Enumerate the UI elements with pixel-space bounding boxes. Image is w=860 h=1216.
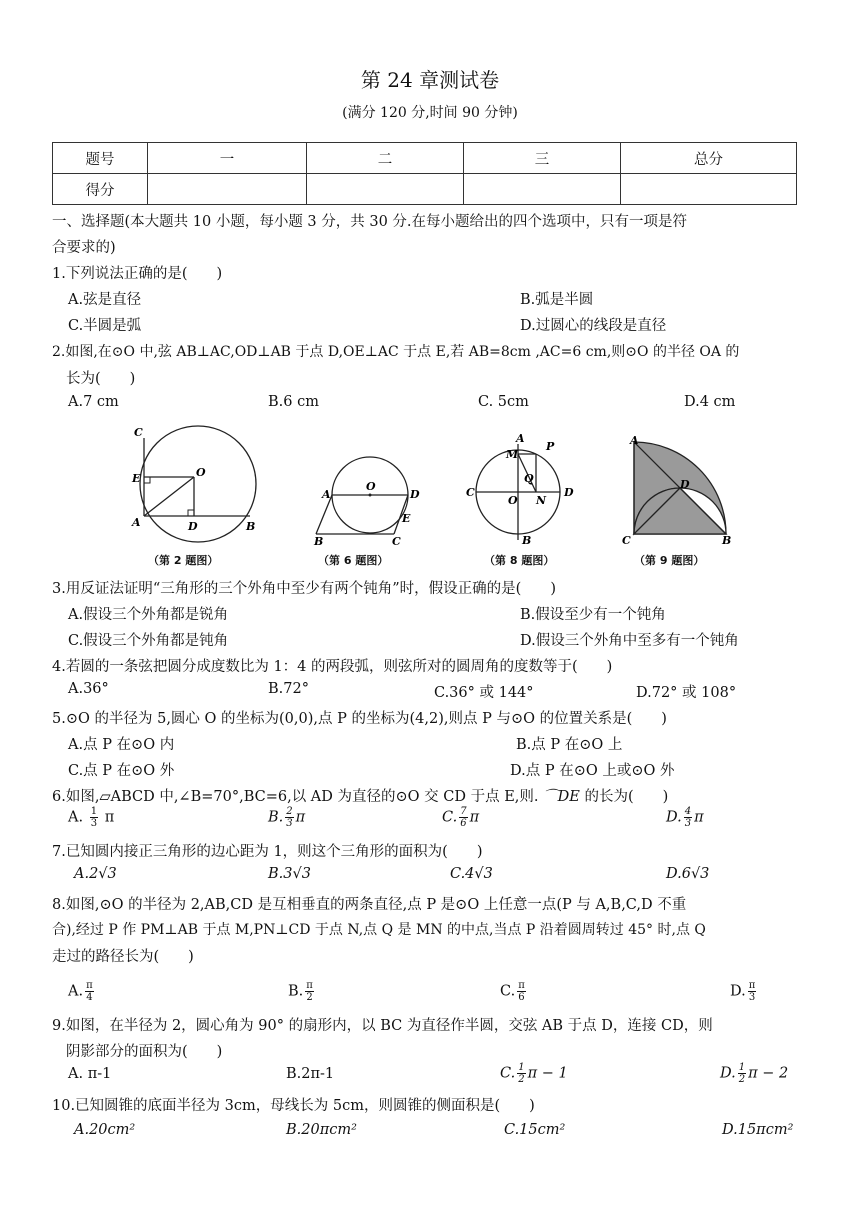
q6-stem (52, 785, 668, 806)
q5-option-b[interactable]: B.点 P 在⊙O 上 (516, 737, 623, 753)
q8-a-fraction (85, 980, 94, 1003)
q8-d-num: π (748, 980, 756, 991)
fig8-label-a: A (516, 432, 525, 445)
q6-b-fraction (285, 806, 293, 829)
q6-c-den: 6 (460, 818, 467, 829)
table-cell: 三 (464, 143, 621, 174)
fig9-label-b: B (722, 534, 732, 547)
q6-option-b[interactable] (268, 806, 305, 829)
q4-option-b[interactable]: B.72° (268, 681, 309, 697)
fig6-label-d: D (410, 488, 420, 501)
q6-option-c[interactable] (442, 806, 479, 829)
fig8-label-c: C (466, 486, 475, 499)
q6-d-suffix: π (694, 809, 704, 826)
q6-stem-a: 6.如图,▱ABCD 中,∠B=70°,BC=6,以 AD 为直径的⊙O 交 CD 于点 E,则. (52, 789, 539, 805)
page-subtitle: (满分 120 分,时间 90 分钟) (342, 105, 518, 121)
fig6-label-c: C (392, 535, 401, 548)
q8-d-fraction (748, 980, 757, 1003)
q6-a-den: 3 (90, 818, 98, 829)
figure-9 (622, 434, 734, 546)
q1-option-a[interactable]: A.弦是直径 (68, 292, 142, 308)
score-cell[interactable] (307, 174, 464, 205)
fig8-caption: （第 8 题图） (484, 554, 555, 567)
q9-option-d[interactable] (720, 1062, 788, 1085)
q9-option-a[interactable]: A. π-1 (68, 1066, 112, 1082)
q7-stem: 7.已知圆内接正三角形的边心距为 1，则这个三角形的面积为( ) (52, 844, 483, 860)
q6-d-num: 4 (684, 806, 692, 817)
q9-d-suffix: π − 2 (748, 1065, 789, 1082)
q1-option-b[interactable]: B.弧是半圆 (520, 292, 594, 308)
score-table (52, 142, 797, 205)
q8-b-den: 2 (306, 992, 313, 1003)
q8-b-num: π (306, 980, 313, 991)
q8-c-num: π (518, 980, 525, 991)
q3-option-d[interactable]: D.假设三个外角中至多有一个钝角 (520, 633, 739, 649)
q9-option-b[interactable]: B.2π-1 (286, 1066, 335, 1082)
q9-d-num: 1 (738, 1062, 746, 1073)
q6-b-prefix: B. (268, 809, 284, 826)
q6-b-num: 2 (286, 806, 293, 817)
q6-option-d[interactable] (666, 806, 704, 829)
q3-option-c[interactable]: C.假设三个外角都是钝角 (68, 633, 229, 649)
q6-c-prefix: C. (442, 809, 458, 826)
score-cell[interactable] (464, 174, 621, 205)
q8-c-fraction (517, 980, 526, 1003)
figure-6 (316, 450, 426, 546)
q6-a-prefix: A. (68, 809, 84, 826)
q8-a-prefix: A. (68, 983, 84, 1000)
q6-stem-b: 的长为( ) (584, 789, 669, 805)
q6-d-fraction (684, 806, 692, 829)
q8-c-den: 6 (518, 992, 525, 1003)
q4-option-a[interactable]: A.36° (68, 681, 109, 697)
q8-a-num: π (86, 980, 93, 991)
table-cell: 题号 (53, 143, 148, 174)
q6-d-prefix: D. (666, 809, 682, 826)
q5-option-c[interactable]: C.点 P 在⊙O 外 (68, 763, 175, 779)
q9-c-num: 1 (518, 1062, 525, 1073)
q8-b-fraction (305, 980, 314, 1003)
fig2-label-e: E (132, 472, 141, 485)
q4-option-c[interactable]: C.36° 或 144° (434, 685, 534, 701)
q3-option-b[interactable]: B.假设至少有一个钝角 (520, 607, 666, 623)
q6-d-den: 3 (684, 818, 692, 829)
q9-d-prefix: D. (720, 1065, 736, 1082)
table-cell: 二 (307, 143, 464, 174)
q7-option-d[interactable]: D.6√3 (666, 866, 710, 882)
q6-a-suffix: π (104, 809, 115, 826)
q9-c-suffix: π − 1 (527, 1065, 568, 1082)
q8-a-den: 4 (86, 992, 93, 1003)
score-cell[interactable] (148, 174, 307, 205)
q2-option-d[interactable]: D.4 cm (684, 394, 736, 410)
fig8-label-m: M (506, 448, 519, 461)
q7-option-a[interactable]: A.2√3 (74, 866, 117, 882)
q6-a-fraction (90, 806, 98, 829)
figure-8 (462, 430, 584, 548)
q9-c-den: 2 (518, 1074, 525, 1085)
q8-option-a[interactable] (68, 980, 96, 1003)
q9-stem: 9.如图，在半径为 2，圆心角为 90° 的扇形内，以 BC 为直径作半圆，交弦 AB 于点 D，连接 CD，则 (52, 1018, 713, 1034)
q9-c-prefix: C. (500, 1065, 516, 1082)
q10-option-c[interactable]: C.15cm² (504, 1122, 566, 1138)
q6-b-suffix: π (295, 809, 306, 826)
q3-stem: 3.用反证法证明“三角形的三个外角中至少有两个钝角”时，假设正确的是( ) (52, 581, 556, 597)
fig2-label-o: O (196, 466, 206, 479)
q6-arc: ⌒DE (543, 789, 580, 805)
q2-stem-cont: 长为( ) (66, 371, 136, 387)
fig6-label-o: O (366, 480, 376, 493)
table-cell: 一 (148, 143, 307, 174)
section-heading: 一、选择题(本大题共 10 小题，每小题 3 分，共 30 分.在每小题给出的四个选项中，只有一项是符 (52, 214, 688, 230)
q2-stem: 2.如图,在⊙O 中,弦 AB⊥AC,OD⊥AB 于点 D,OE⊥AC 于点 E,若 AB=8cm ,AC=6 cm,则⊙O 的半径 OA 的 (52, 344, 740, 360)
q8-d-den: 3 (748, 992, 756, 1003)
fig6-label-e: E (402, 512, 411, 525)
q9-option-c[interactable] (500, 1062, 568, 1085)
fig9-label-d: D (680, 478, 690, 491)
q9-d-den: 2 (738, 1074, 746, 1085)
q5-option-a[interactable]: A.点 P 在⊙O 内 (68, 737, 175, 753)
q2-option-a[interactable]: A.7 cm (68, 394, 119, 410)
q6-a-num: 1 (90, 806, 98, 817)
table-cell: 总分 (621, 143, 797, 174)
q6-b-den: 3 (286, 818, 293, 829)
q4-stem: 4.若圆的一条弦把圆分成度数比为 1：4 的两段弧，则弦所对的圆周角的度数等于( ) (52, 659, 613, 675)
q6-c-num: 7 (460, 806, 467, 817)
q1-option-d[interactable]: D.过圆心的线段是直径 (520, 318, 667, 334)
fig6-label-a: A (322, 488, 331, 501)
q8-stem-cont: 合),经过 P 作 PM⊥AB 于点 M,PN⊥CD 于点 N,点 Q 是 MN 的中点,当点 P 沿着圆周转过 45° 时,点 Q (52, 922, 706, 938)
q8-option-d[interactable] (730, 980, 758, 1003)
fig8-label-p: P (546, 440, 555, 453)
q3-option-a[interactable]: A.假设三个外角都是锐角 (68, 607, 229, 623)
fig9-label-a: A (630, 434, 639, 447)
q9-stem-cont: 阴影部分的面积为( ) (66, 1044, 223, 1060)
table-cell: 得分 (53, 174, 148, 205)
q10-option-b[interactable]: B.20πcm² (286, 1122, 357, 1138)
q6-option-a[interactable] (68, 806, 114, 829)
q6-c-fraction (459, 806, 467, 829)
q8-stem: 8.如图,⊙O 的半径为 2,AB,CD 是互相垂直的两条直径,点 P 是⊙O 上任意一点(P 与 A,B,C,D 不重 (52, 897, 687, 913)
q6-c-suffix: π (469, 809, 480, 826)
fig6-caption: （第 6 题图） (318, 554, 389, 567)
fig2-label-c: C (134, 426, 143, 439)
q10-option-a[interactable]: A.20cm² (74, 1122, 136, 1138)
q6-arc-name: DE (557, 789, 580, 805)
fig2-caption: （第 2 题图） (148, 554, 219, 567)
q7-option-c[interactable]: C.4√3 (450, 866, 493, 882)
fig8-label-o: O (508, 494, 518, 507)
fig2-label-b: B (246, 520, 256, 533)
q8-d-prefix: D. (730, 983, 746, 1000)
fig9-label-c: C (622, 534, 631, 547)
fig8-label-d: D (564, 486, 574, 499)
q2-option-c[interactable]: C. 5cm (478, 394, 529, 410)
q7-option-b[interactable]: B.3√3 (268, 866, 311, 882)
fig8-label-q: Q (524, 472, 534, 485)
fig2-label-a: A (132, 516, 141, 529)
q10-stem: 10.已知圆锥的底面半径为 3cm，母线长为 5cm，则圆锥的侧面积是( ) (52, 1098, 535, 1114)
q9-d-fraction (738, 1062, 746, 1085)
q5-stem: 5.⊙O 的半径为 5,圆心 O 的坐标为(0,0),点 P 的坐标为(4,2),则点 P 与⊙O 的位置关系是( ) (52, 711, 667, 727)
table-row (53, 174, 797, 205)
q8-option-c[interactable] (500, 980, 528, 1003)
fig8-label-n: N (536, 494, 547, 507)
score-cell[interactable] (621, 174, 797, 205)
q8-b-prefix: B. (288, 983, 304, 1000)
fig9-caption: （第 9 题图） (634, 554, 705, 567)
q1-stem: 1.下列说法正确的是( ) (52, 266, 223, 282)
fig6-label-b: B (314, 535, 324, 548)
figure-2 (128, 422, 278, 546)
fig8-label-b: B (522, 534, 532, 547)
section-heading-cont: 合要求的) (52, 240, 116, 256)
q5-option-d[interactable]: D.点 P 在⊙O 上或⊙O 外 (510, 763, 675, 779)
q8-option-b[interactable] (288, 980, 316, 1003)
q4-option-d[interactable]: D.72° 或 108° (636, 685, 737, 701)
q2-option-b[interactable]: B.6 cm (268, 394, 319, 410)
q10-option-d[interactable]: D.15πcm² (722, 1122, 794, 1138)
q8-c-prefix: C. (500, 983, 516, 1000)
q1-option-c[interactable]: C.半圆是弧 (68, 318, 142, 334)
table-row (53, 143, 797, 174)
q8-stem-cont2: 走过的路径长为( ) (52, 949, 194, 965)
page-title: 第 24 章测试卷 (360, 68, 500, 92)
fig2-label-d: D (188, 520, 198, 533)
q9-c-fraction (517, 1062, 525, 1085)
